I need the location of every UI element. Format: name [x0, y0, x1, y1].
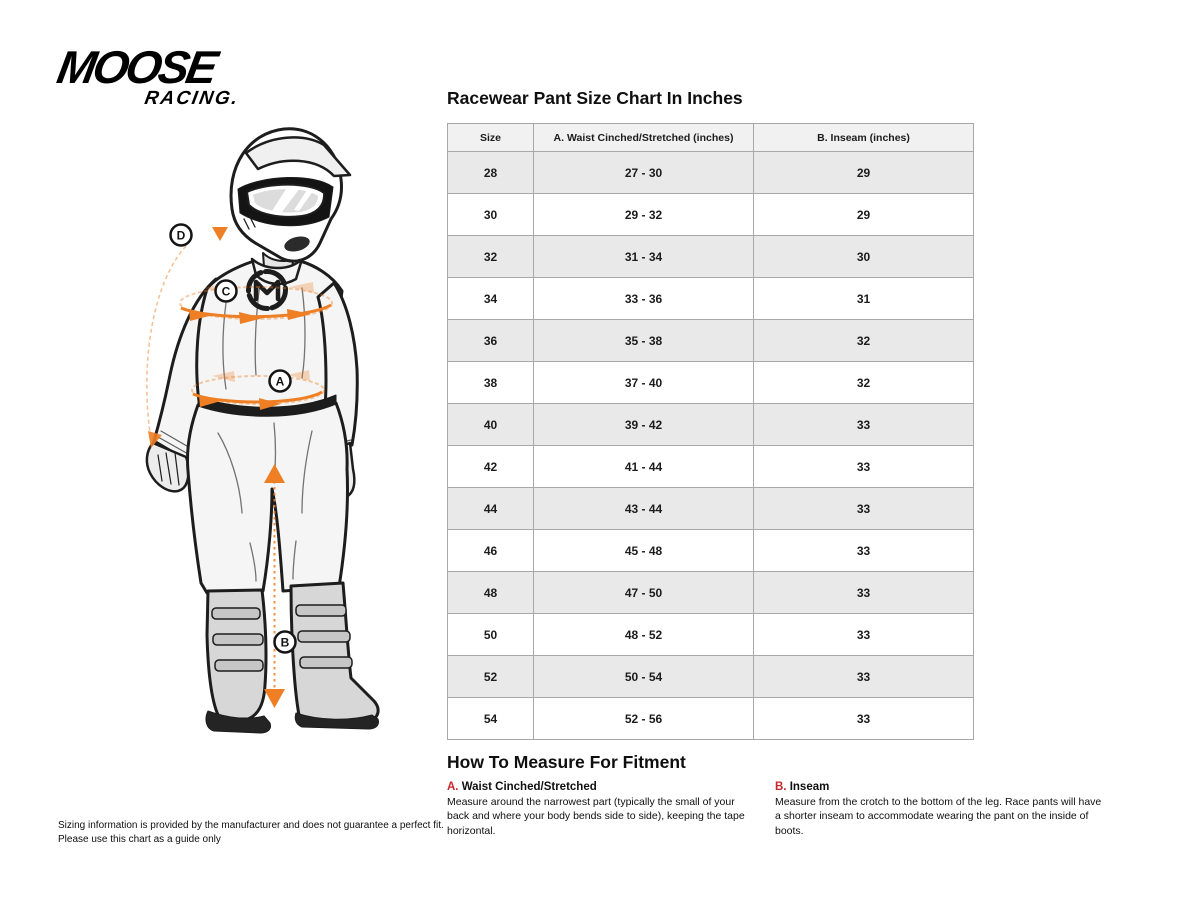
rider-left-boot — [206, 590, 271, 733]
disclaimer-line: Sizing information is provided by the manufacturer and does not guarantee a perfect fit. — [58, 820, 444, 831]
table-row — [448, 614, 974, 656]
size-cell: 40 — [448, 404, 534, 446]
size-cell: 42 — [448, 446, 534, 488]
table-row — [448, 152, 974, 194]
table-row — [448, 572, 974, 614]
inseam-cell: 29 — [754, 194, 974, 236]
marker-b: B — [280, 635, 290, 650]
inseam-cell: 33 — [754, 446, 974, 488]
inseam-cell: 33 — [754, 530, 974, 572]
disclaimer-line: Please use this chart as a guide only — [58, 834, 221, 845]
table-row — [448, 530, 974, 572]
measure-letter: A. — [447, 781, 459, 793]
size-cell: 46 — [448, 530, 534, 572]
column-header: B. Inseam (inches) — [754, 124, 974, 152]
measure-item-inseam — [775, 781, 1103, 838]
how-to-measure-title: How To Measure For Fitment — [447, 752, 686, 772]
table-row — [448, 656, 974, 698]
table-row — [448, 320, 974, 362]
table-row — [448, 194, 974, 236]
measure-item-waist — [447, 781, 752, 838]
inseam-cell: 33 — [754, 488, 974, 530]
column-header: Size — [448, 124, 534, 152]
table-row — [448, 446, 974, 488]
measure-label: Inseam — [789, 781, 830, 793]
measure-description: Measure from the crotch to the bottom of the leg. Race pants will have a shorter inseam to accommodate wearing the pant on the inside of boots. — [775, 796, 1102, 837]
marker-c: C — [221, 284, 231, 299]
inseam-cell: 29 — [754, 152, 974, 194]
waist-cell: 31 - 34 — [534, 236, 754, 278]
table-row — [448, 278, 974, 320]
table-row — [448, 404, 974, 446]
size-chart-section — [447, 88, 971, 740]
rider-right-boot — [291, 583, 379, 729]
waist-cell: 47 - 50 — [534, 572, 754, 614]
disclaimer-text — [58, 819, 444, 847]
waist-cell: 39 - 42 — [534, 404, 754, 446]
inseam-cell: 33 — [754, 698, 974, 740]
size-cell: 38 — [448, 362, 534, 404]
table-row — [448, 362, 974, 404]
measure-item-heading — [775, 781, 1103, 793]
size-cell: 32 — [448, 236, 534, 278]
inseam-cell: 33 — [754, 614, 974, 656]
how-to-measure-section — [447, 752, 1107, 838]
size-cell: 48 — [448, 572, 534, 614]
header-row — [448, 124, 974, 152]
size-cell: 44 — [448, 488, 534, 530]
inseam-cell: 31 — [754, 278, 974, 320]
table-row — [448, 488, 974, 530]
brand-name: MOOSE — [53, 41, 219, 93]
size-cell: 28 — [448, 152, 534, 194]
waist-cell: 27 - 30 — [534, 152, 754, 194]
size-cell: 34 — [448, 278, 534, 320]
measure-letter: B. — [775, 781, 787, 793]
size-chart-table — [447, 123, 974, 740]
waist-cell: 50 - 54 — [534, 656, 754, 698]
waist-cell: 37 - 40 — [534, 362, 754, 404]
table-row — [448, 236, 974, 278]
inseam-cell: 33 — [754, 656, 974, 698]
size-chart-title: Racewear Pant Size Chart In Inches — [447, 88, 743, 108]
size-cell: 52 — [448, 656, 534, 698]
inseam-cell: 33 — [754, 572, 974, 614]
marker-d: D — [176, 228, 186, 243]
rider-measurement-diagram — [50, 113, 430, 743]
waist-cell: 41 - 44 — [534, 446, 754, 488]
rider-pants — [187, 403, 347, 593]
inseam-cell: 30 — [754, 236, 974, 278]
moose-racing-logo — [53, 41, 243, 110]
size-cell: 54 — [448, 698, 534, 740]
waist-cell: 29 - 32 — [534, 194, 754, 236]
marker-a: A — [275, 374, 285, 389]
size-cell: 36 — [448, 320, 534, 362]
size-cell: 50 — [448, 614, 534, 656]
inseam-cell: 32 — [754, 320, 974, 362]
waist-cell: 45 - 48 — [534, 530, 754, 572]
waist-cell: 43 - 44 — [534, 488, 754, 530]
table-row — [448, 698, 974, 740]
inseam-cell: 32 — [754, 362, 974, 404]
column-header: A. Waist Cinched/Stretched (inches) — [534, 124, 754, 152]
waist-cell: 33 - 36 — [534, 278, 754, 320]
shoulder-arrow-icon — [212, 227, 228, 241]
measure-description: Measure around the narrowest part (typically the small of your back and where your body bends side to side), keeping the tape horizontal. — [447, 796, 745, 837]
inseam-cell: 33 — [754, 404, 974, 446]
helmet-icon — [231, 129, 350, 261]
measure-item-heading — [447, 781, 752, 793]
waist-cell: 48 - 52 — [534, 614, 754, 656]
measure-label: Waist Cinched/Stretched — [461, 781, 597, 793]
brand-subname: RACING. — [143, 88, 241, 110]
waist-cell: 35 - 38 — [534, 320, 754, 362]
waist-cell: 52 - 56 — [534, 698, 754, 740]
size-cell: 30 — [448, 194, 534, 236]
